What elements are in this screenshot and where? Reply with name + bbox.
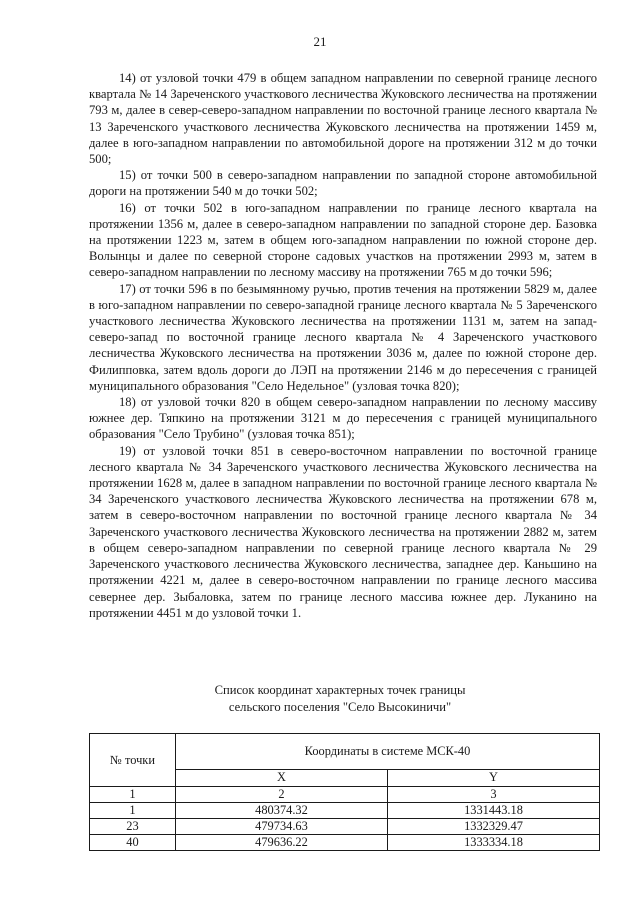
y-cell: 1332329.47 [388,819,600,835]
table-numbering-row [90,787,600,803]
numbering-cell: 1 [90,787,176,803]
x-cell: 479636.22 [176,835,388,851]
paragraph-14: 14) от узловой точки 479 в общем западном направлении по северной границе лесного квартала № 14 Зареченского участкового лесничества Жуковского лесничества на протяжении 793 м, далее в север-северо-западном направлении по восточной границе лесного квартала № 13 Зареченского участкового лесничества Жуковского лесничества на протяжении 1459 м, далее в юго-западном направлении по автомобильной дороге на протяжении 312 м до точки 500; [89,71,597,167]
paragraph-16: 16) от точки 502 в юго-западном направлении по границе лесного квартала на протяжении 1356 м, далее в северо-западном направлении по западной стороне дер. Базовка на протяжении 1223 м, затем в общем юго-западном направлении по южной стороне дер. Волынцы и далее по северной стороне садовых участков на протяжении 2993 м, затем в северо-западном направлении по лесному массиву на протяжении 765 м до точки 596; [89,200,597,280]
table-row [90,819,600,835]
numbering-cell: 2 [176,787,388,803]
point-cell: 23 [90,819,176,835]
header-point-number: № точки [90,734,176,787]
table-title-line-2: сельского поселения "Село Высокиничи" [228,699,452,714]
table-header-row [90,734,600,770]
paragraph-15: 15) от точки 500 в северо-западном направлении по западной стороне автомобильной дороги на протяжении 540 м до точки 502; [89,168,597,199]
coordinates-table [89,733,600,851]
header-coordinate-system: Координаты в системе МСК-40 [176,734,600,770]
page-number: 21 [313,34,327,49]
x-cell: 479734.63 [176,819,388,835]
header-x: X [176,769,388,786]
paragraph-18: 18) от узловой точки 820 в общем северо-западном направлении по лесному массиву южнее дер. Тяпкино на протяжении 3121 м до пересечения с границей муниципального образования "Село Трубино" (узловая точка 851); [89,395,597,442]
paragraph-17: 17) от точки 596 в по безымянному ручью, против течения на протяжении 5829 м, далее в юго-западном направлении по северо-западной границе лесного квартала № 5 Зареченского участкового лесничества Жуковского лесничества на протяжении 1131 м, затем на запад-северо-запад по восточной границе лесного квартала № 4 Зареченского участкового лесничества Жуковского лесничества на протяжении 3036 м, далее по южной стороне дер. Филипповка, затем вдоль дороги до ЛЭП на протяжении 2146 м до пересечения с границей муниципального образования "Село Недельное" (узловая точка 820); [89,281,597,393]
point-cell: 40 [90,835,176,851]
y-cell: 1331443.18 [388,803,600,819]
paragraph-19: 19) от узловой точки 851 в северо-восточном направлении по восточной границе лесного квартала № 34 Зареченского участкового лесничества Жуковского лесничества на протяжении 1628 м, далее в западном направлении по восточной границе лесного квартала № 34 Зареченского участкового лесничества Жуковского лесничества на протяжении 678 м, затем в северо-восточном направлении по восточной границе лесного квартала № 34 Зареченского участкового лесничества Жуковского лесничества на протяжении 2882 м, затем в общем северо-западном направлении по северной границе лесного квартала № 29 Зареченского участкового лесничества Жуковского лесничества, западнее дер. Каньшино на протяжении 4221 м, далее в северо-восточном направлении по границе лесного массива севернее дер. Зыбаловка, затем по границе лесного массива южнее дер. Луканино на протяжении 4451 м до узловой точки 1. [89,443,597,620]
table-title [0,682,640,715]
table-row [90,835,600,851]
x-cell: 480374.32 [176,803,388,819]
document-body [89,70,597,621]
table-title-line-1: Список координат характерных точек границы [214,683,466,697]
y-cell: 1333334.18 [388,835,600,851]
numbering-cell: 3 [388,787,600,803]
header-y: Y [388,769,600,786]
point-cell: 1 [90,803,176,819]
table-row [90,803,600,819]
